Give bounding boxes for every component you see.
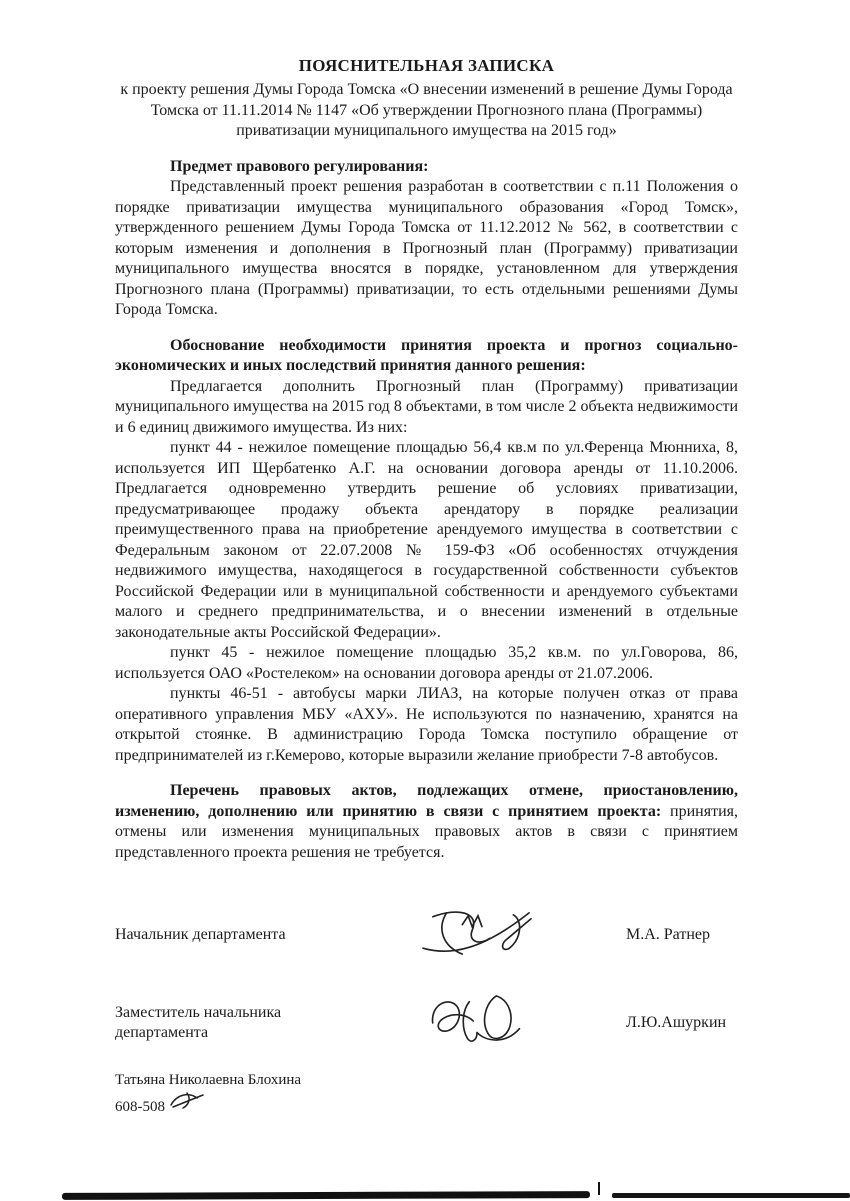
signature-name-1: М.А. Ратнер — [626, 925, 711, 943]
document-title: ПОЯСНИТЕЛЬНАЯ ЗАПИСКА — [298, 56, 555, 75]
scan-line-left — [62, 1191, 590, 1200]
section1-paragraph: Представленный проект решения разработан в соответствии с п.11 Положения о порядке приватизации имущества муниципального образования «Город Томск», утвержденного решением Думы Города Томска от 11.12.2012 № 562, в соответствии с которым изменения и дополнения в Прогнозный план (Программу) приватизации муниципального имущества вносятся в порядке, установленном для утверждения Прогнозного плана (Программы) приватизации, то есть отдельными решениями Думы Города Томска. — [115, 178, 738, 318]
scan-tick — [598, 1182, 600, 1195]
section2-paragraph-1: Предлагается дополнить Прогнозный план (Программу) приватизации муниципального имущества на 2015 год 8 объектами, в том числе 2 объекта недвижимости и 6 единиц движимого имущества. Из них: — [115, 377, 738, 436]
section3-text: принятия, отмены или изменения муниципальных правовых актов в связи с принятием представленного проекта решения не требуется. — [115, 802, 738, 861]
executor-name: Татьяна Николаевна Блохина — [115, 1072, 302, 1088]
scan-line-right — [612, 1193, 850, 1198]
signature-row-head — [115, 905, 738, 964]
executor-phone: 608-508 — [115, 1099, 165, 1115]
signature-position-1: Начальник департамента — [115, 925, 286, 943]
section2-paragraph-2: пункт 44 - нежилое помещение площадью 56,4 кв.м по ул.Ференца Мюнниха, 8, используется ИП Щербатенко А.Г. на основании договора аренды от 11.10.2006. Предлагается одновременно утвердить решение об условиях приватизации, предусматривающее продажу объекта арендатору в порядке реализации преимущественного права на приобретение арендуемого имущества в соответствии с Федеральным законом от 22.07.2008 № 159-ФЗ «Об особенностях отчуждения недвижимого имущества, находящегося в государственной собственности субъектов Российской Федерации или в муниципальной собственности и арендуемого субъектами малого и среднего предпринимательства, и о внесении изменений в отдельные законодательные акты Российской Федерации». — [115, 439, 738, 641]
signature-position-2: Заместитель начальника департамента — [115, 1003, 282, 1041]
scan-artifact-bottom — [0, 1181, 850, 1201]
section3-heading: Перечень правовых актов, подлежащих отмене, приостановлению, изменению, дополнению или принятию в связи с принятием проекта: — [115, 782, 738, 820]
executor-block — [115, 1071, 738, 1117]
section2-paragraph-4: пункты 46-51 - автобусы марки ЛИАЗ, на которые получен отказ от права оперативного управления МБУ «АХУ». Не используются по назначению, хранятся на открытой стоянке. В администрацию Города Томска поступило обращение от предпринимателей из г.Кемерово, которые выразили желание приобрести 7-8 автобусов. — [115, 685, 738, 764]
signature-scribble-1 — [419, 905, 537, 964]
section2-heading: Обоснование необходимости принятия проекта и прогноз социально-экономических и иных последствий принятия данного решения: — [115, 336, 738, 374]
signature-name-2: Л.Ю.Ашуркин — [626, 1013, 727, 1031]
section3-paragraph — [115, 781, 738, 863]
signature-row-deputy — [115, 990, 738, 1055]
section1-heading: Предмет правового регулирования: — [170, 157, 429, 175]
section2-paragraph-3: пункт 45 - нежилое помещение площадью 35,2 кв.м. по ул.Говорова, 86, используется ОАО «Ростелеком» на основании договора аренды от 21.07.2006. — [115, 644, 738, 682]
footer-initial-scribble — [167, 1090, 207, 1116]
signature-scribble-2 — [425, 990, 531, 1055]
document-subtitle: к проекту решения Думы Города Томска «О внесении изменений в решение Думы Города Томска от 11.11.2014 № 1147 «Об утверждении Прогнозного плана (Программы) приватизации муниципального имущества на 2015 год» — [120, 81, 733, 139]
